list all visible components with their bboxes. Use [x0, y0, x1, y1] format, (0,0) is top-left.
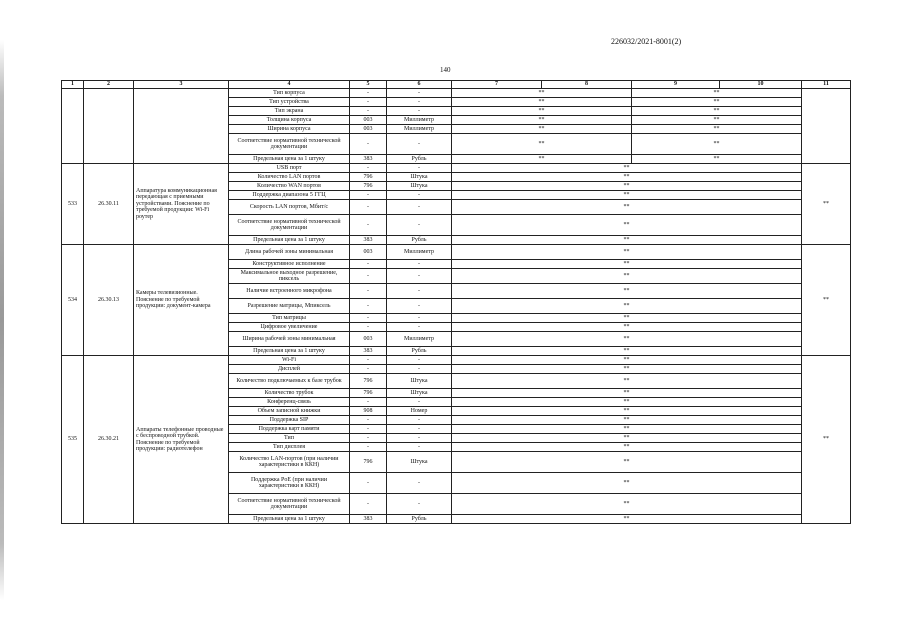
okei-code: -: [350, 284, 387, 299]
characteristic-name: Предельная цена за 1 штуку: [229, 347, 350, 356]
okei-code: -: [350, 260, 387, 269]
value-cell-7-10: **: [452, 443, 802, 452]
unit-name: -: [387, 443, 452, 452]
value-cell-7-10: **: [452, 347, 802, 356]
value-cell-7-10: **: [452, 200, 802, 215]
unit-name: Штука: [387, 374, 452, 389]
characteristic-name: Тип экрана: [229, 107, 350, 116]
characteristic-name: Наличие встроенного микрофона: [229, 284, 350, 299]
characteristic-name: Длина рабочей зоны минимальная: [229, 245, 350, 260]
unit-name: -: [387, 260, 452, 269]
unit-name: Миллиметр: [387, 332, 452, 347]
okei-code: -: [350, 215, 387, 236]
value-cell-7-8: **: [452, 116, 632, 125]
okei-code: 003: [350, 245, 387, 260]
unit-name: Штука: [387, 452, 452, 473]
characteristic-name: Тип корпуса: [229, 89, 350, 98]
okei-code: 796: [350, 182, 387, 191]
justification-cell: **: [802, 164, 851, 245]
value-cell-7-10: **: [452, 236, 802, 245]
value-cell-7-10: **: [452, 407, 802, 416]
okpd2-code: 26.30.11: [84, 164, 134, 245]
justification-cell: **: [802, 356, 851, 524]
unit-name: -: [387, 494, 452, 515]
okei-code: -: [350, 365, 387, 374]
value-cell-9-10: **: [632, 98, 802, 107]
okei-code: -: [350, 443, 387, 452]
value-cell-7-10: **: [452, 374, 802, 389]
value-cell-7-10: **: [452, 416, 802, 425]
characteristic-name: Скорость LAN портов, Мбит/с: [229, 200, 350, 215]
okei-code: 383: [350, 515, 387, 524]
header-cell-9: 9: [632, 81, 720, 89]
header-cell-11: 11: [802, 81, 851, 89]
value-cell-7-10: **: [452, 260, 802, 269]
characteristic-name: Поддержка диапазона 5 ГГЦ: [229, 191, 350, 200]
characteristic-name: Количество LAN портов: [229, 173, 350, 182]
okei-code: 003: [350, 332, 387, 347]
justification-cell: **: [802, 245, 851, 356]
spec-table: [61, 80, 851, 524]
okei-code: -: [350, 473, 387, 494]
header-cell-7: 7: [452, 81, 542, 89]
characteristic-name: Предельная цена за 1 штуку: [229, 236, 350, 245]
okpd2-code: 26.30.13: [84, 245, 134, 356]
value-cell-7-10: **: [452, 191, 802, 200]
unit-name: -: [387, 269, 452, 284]
okei-code: 796: [350, 389, 387, 398]
characteristic-name: Тип: [229, 434, 350, 443]
characteristic-name: Предельная цена за 1 штуку: [229, 155, 350, 164]
value-cell-7-10: **: [452, 323, 802, 332]
value-cell-9-10: **: [632, 107, 802, 116]
characteristic-name: Разрешение матрицы, Мпиксель: [229, 299, 350, 314]
unit-name: -: [387, 200, 452, 215]
value-cell-7-10: **: [452, 245, 802, 260]
product-name: [134, 89, 229, 164]
characteristic-name: Тип дисплея: [229, 443, 350, 452]
value-cell-7-10: **: [452, 314, 802, 323]
unit-name: -: [387, 416, 452, 425]
unit-name: Штука: [387, 182, 452, 191]
okei-code: -: [350, 107, 387, 116]
characteristic-name: Цифровое увеличение: [229, 323, 350, 332]
unit-name: -: [387, 299, 452, 314]
unit-name: -: [387, 98, 452, 107]
characteristic-name: Толщина корпуса: [229, 116, 350, 125]
unit-name: -: [387, 425, 452, 434]
value-cell-7-8: **: [452, 89, 632, 98]
header-cell-8: 8: [542, 81, 632, 89]
value-cell-7-10: **: [452, 494, 802, 515]
unit-name: -: [387, 473, 452, 494]
unit-name: Рубль: [387, 515, 452, 524]
product-name: Камеры телевизионные. Пояснение по требуемой продукции: документ-камера: [134, 245, 229, 356]
okei-code: -: [350, 98, 387, 107]
unit-name: -: [387, 134, 452, 155]
okei-code: 383: [350, 236, 387, 245]
characteristic-name: Поддержка PoE (при наличии характеристики в ККН): [229, 473, 350, 494]
unit-name: -: [387, 314, 452, 323]
value-cell-7-10: **: [452, 269, 802, 284]
unit-name: -: [387, 434, 452, 443]
characteristic-name: Тип устройства: [229, 98, 350, 107]
header-cell-3: 3: [134, 81, 229, 89]
okpd2-code: 26.30.21: [84, 356, 134, 524]
value-cell-7-10: **: [452, 434, 802, 443]
unit-name: Рубль: [387, 347, 452, 356]
unit-name: Рубль: [387, 236, 452, 245]
characteristic-name: Предельная цена за 1 штуку: [229, 515, 350, 524]
product-name: Аппаратура коммуникационная передающая с приемными устройствами. Пояснение по требуемой продукции: Wi-Fi роутер: [134, 164, 229, 245]
okei-code: -: [350, 134, 387, 155]
okei-code: 796: [350, 452, 387, 473]
table-row: [62, 245, 851, 260]
value-cell-7-10: **: [452, 164, 802, 173]
okei-code: -: [350, 314, 387, 323]
characteristic-name: Ширина рабочей зоны минимальная: [229, 332, 350, 347]
okpd2-code: [84, 89, 134, 164]
characteristic-name: Тип матрицы: [229, 314, 350, 323]
scan-edge: [0, 40, 4, 600]
okei-code: -: [350, 89, 387, 98]
header-cell-2: 2: [84, 81, 134, 89]
value-cell-7-10: **: [452, 284, 802, 299]
value-cell-7-8: **: [452, 98, 632, 107]
okei-code: -: [350, 416, 387, 425]
justification-cell: [802, 89, 851, 164]
item-number: 535: [62, 356, 84, 524]
unit-name: -: [387, 323, 452, 332]
value-cell-7-10: **: [452, 332, 802, 347]
characteristic-name: Соответствие нормативной технической документации: [229, 134, 350, 155]
value-cell-9-10: **: [632, 155, 802, 164]
okei-code: -: [350, 191, 387, 200]
characteristic-name: Количество LAN-портов (при наличии характеристики в ККН): [229, 452, 350, 473]
value-cell-7-10: **: [452, 215, 802, 236]
value-cell-9-10: **: [632, 116, 802, 125]
characteristic-name: Соответствие нормативной технической документации: [229, 215, 350, 236]
okei-code: -: [350, 398, 387, 407]
value-cell-7-10: **: [452, 299, 802, 314]
okei-code: -: [350, 434, 387, 443]
characteristic-name: Поддержка SIP: [229, 416, 350, 425]
header-cell-10: 10: [720, 81, 802, 89]
characteristic-name: Соответствие нормативной технической документации: [229, 494, 350, 515]
okei-code: -: [350, 323, 387, 332]
header-cell-6: 6: [387, 81, 452, 89]
unit-name: Номер: [387, 407, 452, 416]
value-cell-9-10: **: [632, 89, 802, 98]
table-row: [62, 164, 851, 173]
page-number: 140: [440, 66, 451, 74]
okei-code: 003: [350, 116, 387, 125]
characteristic-name: Количество трубок: [229, 389, 350, 398]
okei-code: -: [350, 425, 387, 434]
characteristic-name: Количество подключаемых к базе трубок: [229, 374, 350, 389]
product-name: Аппараты телефонные проводные с беспроводной трубкой. Пояснение по требуемой продукции: радиотелефон: [134, 356, 229, 524]
unit-name: -: [387, 107, 452, 116]
characteristic-name: Поддержка карт памяти: [229, 425, 350, 434]
unit-name: -: [387, 164, 452, 173]
value-cell-7-10: **: [452, 173, 802, 182]
document-number: 226032/2021-8001(2): [611, 37, 682, 46]
unit-name: Миллиметр: [387, 245, 452, 260]
okei-code: 908: [350, 407, 387, 416]
unit-name: -: [387, 191, 452, 200]
characteristic-name: Дисплей: [229, 365, 350, 374]
unit-name: Штука: [387, 389, 452, 398]
okei-code: -: [350, 494, 387, 515]
unit-name: -: [387, 215, 452, 236]
item-number: 533: [62, 164, 84, 245]
unit-name: -: [387, 356, 452, 365]
okei-code: -: [350, 269, 387, 284]
characteristic-name: Объем записной книжки: [229, 407, 350, 416]
value-cell-7-10: **: [452, 452, 802, 473]
table-row: [62, 356, 851, 365]
okei-code: 383: [350, 155, 387, 164]
table-row: [62, 89, 851, 98]
unit-name: Миллиметр: [387, 116, 452, 125]
value-cell-7-8: **: [452, 107, 632, 116]
value-cell-9-10: **: [632, 134, 802, 155]
header-cell-1: 1: [62, 81, 84, 89]
okei-code: -: [350, 356, 387, 365]
value-cell-7-10: **: [452, 356, 802, 365]
value-cell-9-10: **: [632, 125, 802, 134]
characteristic-name: Конференц-связь: [229, 398, 350, 407]
value-cell-7-10: **: [452, 473, 802, 494]
unit-name: Рубль: [387, 155, 452, 164]
okei-code: -: [350, 164, 387, 173]
value-cell-7-10: **: [452, 398, 802, 407]
unit-name: Штука: [387, 173, 452, 182]
value-cell-7-10: **: [452, 389, 802, 398]
unit-name: -: [387, 365, 452, 374]
characteristic-name: Максимальное выходное разрешение, пиксель: [229, 269, 350, 284]
header-cell-5: 5: [350, 81, 387, 89]
header-cell-4: 4: [229, 81, 350, 89]
value-cell-7-10: **: [452, 515, 802, 524]
unit-name: Миллиметр: [387, 125, 452, 134]
characteristic-name: Ширина корпуса: [229, 125, 350, 134]
unit-name: -: [387, 89, 452, 98]
value-cell-7-10: **: [452, 365, 802, 374]
okei-code: 383: [350, 347, 387, 356]
item-number: [62, 89, 84, 164]
value-cell-7-8: **: [452, 134, 632, 155]
unit-name: -: [387, 398, 452, 407]
header-row: [62, 81, 851, 89]
value-cell-7-10: **: [452, 425, 802, 434]
value-cell-7-10: **: [452, 182, 802, 191]
value-cell-7-8: **: [452, 125, 632, 134]
characteristic-name: Wi-Fi: [229, 356, 350, 365]
okei-code: -: [350, 299, 387, 314]
okei-code: -: [350, 200, 387, 215]
characteristic-name: Конструктивное исполнение: [229, 260, 350, 269]
unit-name: -: [387, 284, 452, 299]
okei-code: 796: [350, 374, 387, 389]
characteristic-name: Количество WAN портов: [229, 182, 350, 191]
value-cell-7-8: **: [452, 155, 632, 164]
characteristic-name: USB порт: [229, 164, 350, 173]
okei-code: 796: [350, 173, 387, 182]
okei-code: 003: [350, 125, 387, 134]
item-number: 534: [62, 245, 84, 356]
